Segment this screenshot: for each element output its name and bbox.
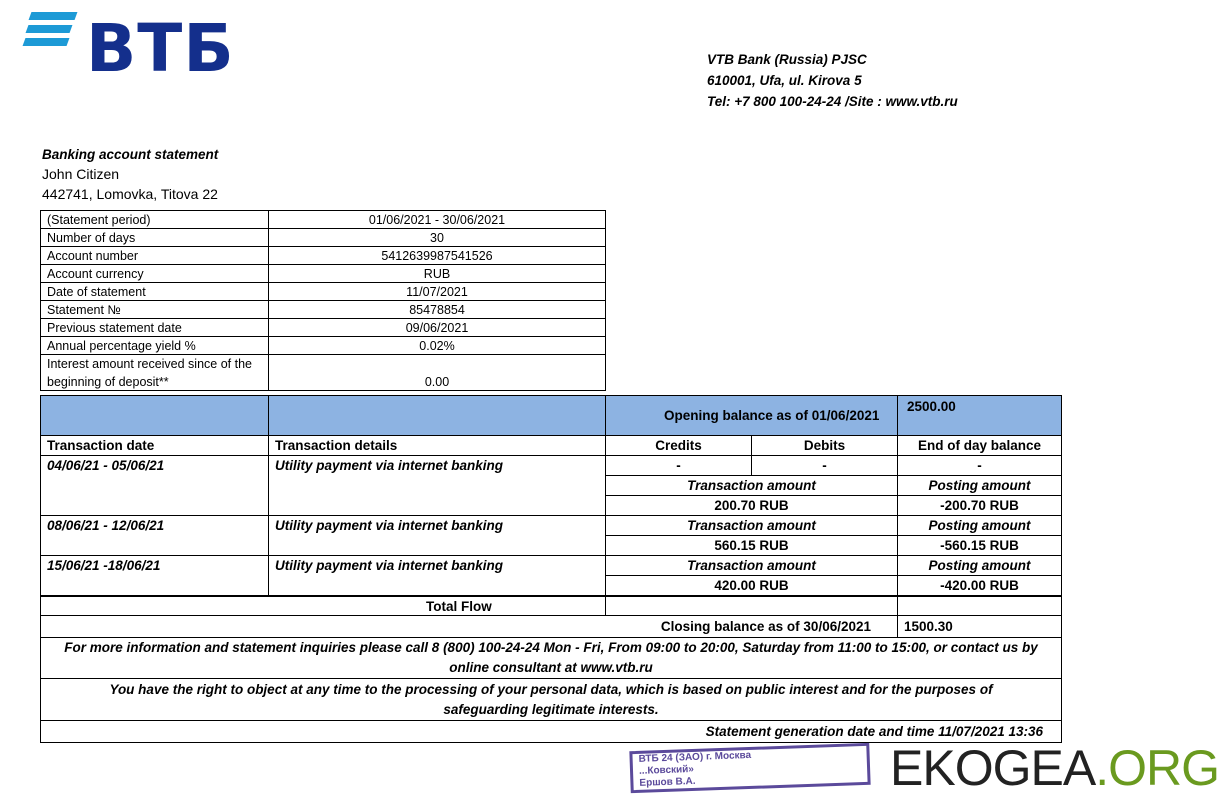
logo-text: ВТБ bbox=[86, 10, 235, 87]
transaction-amount: 420.00 RUB bbox=[605, 575, 898, 596]
transaction-amount-label: Transaction amount bbox=[605, 475, 898, 496]
transaction-date: 04/06/21 - 05/06/21 bbox=[40, 455, 269, 516]
header-date: Transaction date bbox=[40, 435, 269, 456]
generation-text: Statement generation date and time 11/07/2021 13:36 bbox=[40, 720, 1062, 743]
customer-name: John Citizen bbox=[42, 166, 120, 182]
posting-amount: -420.00 RUB bbox=[897, 575, 1062, 596]
transaction-amount: 200.70 RUB bbox=[605, 495, 898, 516]
opening-balance-value: 2500.00 bbox=[897, 395, 1062, 436]
posting-amount-label: Posting amount bbox=[897, 515, 1062, 536]
header-debits: Debits bbox=[751, 435, 898, 456]
closing-balance-label: Closing balance as of 30/06/2021 bbox=[40, 615, 898, 638]
header-balance: End of day balance bbox=[897, 435, 1062, 456]
total-flow-value bbox=[605, 596, 898, 616]
posting-amount: -560.15 RUB bbox=[897, 535, 1062, 556]
summary-value: 01/06/2021 - 30/06/2021 bbox=[268, 210, 606, 229]
summary-value: RUB bbox=[268, 264, 606, 283]
transaction-details: Utility payment via internet banking bbox=[268, 555, 606, 596]
bank-address: 610001, Ufa, ul. Kirova 5 bbox=[707, 73, 862, 88]
blue-cell bbox=[40, 395, 269, 436]
summary-value: 0.02% bbox=[268, 336, 606, 355]
bank-info bbox=[707, 49, 958, 112]
summary-label: Previous statement date bbox=[40, 318, 269, 337]
opening-balance-label: Opening balance as of 01/06/2021 bbox=[605, 395, 898, 436]
transaction-details: Utility payment via internet banking bbox=[268, 515, 606, 556]
summary-label: Annual percentage yield % bbox=[40, 336, 269, 355]
stamp-line: ВТБ 24 (ЗАО) г. Москва bbox=[638, 749, 752, 765]
total-flow-balance bbox=[897, 596, 1062, 616]
stamp-line: Ершов В.А. bbox=[639, 775, 696, 789]
summary-label: Number of days bbox=[40, 228, 269, 247]
summary-label: Statement № bbox=[40, 300, 269, 319]
transaction-details: Utility payment via internet banking bbox=[268, 455, 606, 516]
posting-amount: -200.70 RUB bbox=[897, 495, 1062, 516]
balance-dash: - bbox=[897, 455, 1062, 476]
info-text: For more information and statement inquiries please call 8 (800) 100-24-24 Mon - Fri, From 09:00 to 20:00, Saturday from 11:00 to 15:00, or contact us by online consultant at www.vtb.ru bbox=[40, 637, 1062, 679]
summary-value: 0.00 bbox=[268, 354, 606, 391]
watermark bbox=[890, 740, 1219, 796]
stamp-line: ...Ковский» bbox=[638, 763, 695, 777]
logo-stripe bbox=[26, 25, 73, 33]
statement-title: Banking account statement bbox=[42, 147, 219, 162]
posting-amount-label: Posting amount bbox=[897, 555, 1062, 576]
header-details: Transaction details bbox=[268, 435, 606, 456]
summary-value: 30 bbox=[268, 228, 606, 247]
transaction-amount: 560.15 RUB bbox=[605, 535, 898, 556]
transaction-amount-label: Transaction amount bbox=[605, 515, 898, 536]
total-flow-label: Total Flow bbox=[40, 596, 606, 616]
watermark-main: EKOGEA bbox=[890, 740, 1096, 796]
summary-label: Account number bbox=[40, 246, 269, 265]
summary-value: 09/06/2021 bbox=[268, 318, 606, 337]
transaction-date: 15/06/21 -18/06/21 bbox=[40, 555, 269, 596]
credits-dash: - bbox=[605, 455, 752, 476]
rights-text: You have the right to object at any time to the processing of your personal data, which is based on public interest and for the purposes of safeguarding legitimate interests. bbox=[40, 678, 1062, 721]
transaction-amount-label: Transaction amount bbox=[605, 555, 898, 576]
logo-stripe bbox=[29, 12, 78, 20]
customer-address: 442741, Lomovka, Titova 22 bbox=[42, 186, 218, 202]
bank-name: VTB Bank (Russia) PJSC bbox=[707, 52, 867, 67]
logo-stripe bbox=[23, 38, 70, 46]
summary-label: (Statement period) bbox=[40, 210, 269, 229]
summary-value: 85478854 bbox=[268, 300, 606, 319]
posting-amount-label: Posting amount bbox=[897, 475, 1062, 496]
summary-label: Account currency bbox=[40, 264, 269, 283]
transaction-date: 08/06/21 - 12/06/21 bbox=[40, 515, 269, 556]
summary-value: 5412639987541526 bbox=[268, 246, 606, 265]
summary-value: 11/07/2021 bbox=[268, 282, 606, 301]
blue-cell bbox=[268, 395, 606, 436]
closing-balance-value: 1500.30 bbox=[897, 615, 1062, 638]
summary-label: Date of statement bbox=[40, 282, 269, 301]
bank-contact: Tel: +7 800 100-24-24 /Site : www.vtb.ru bbox=[707, 94, 958, 109]
header-credits: Credits bbox=[605, 435, 752, 456]
debits-dash: - bbox=[751, 455, 898, 476]
watermark-suffix: .ORG bbox=[1095, 740, 1219, 796]
bank-stamp bbox=[629, 743, 870, 793]
summary-label: Interest amount received since of the beginning of deposit** bbox=[40, 354, 269, 391]
